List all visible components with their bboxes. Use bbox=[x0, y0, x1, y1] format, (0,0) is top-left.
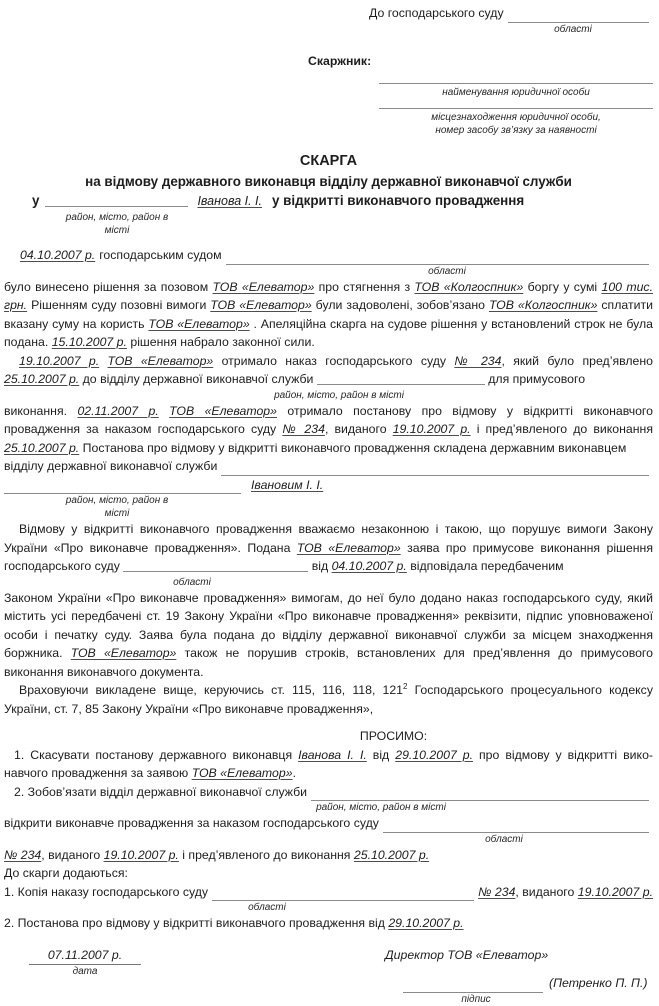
org-value: ТОВ «Колгоспник» bbox=[414, 279, 524, 294]
request-item-1 bbox=[4, 746, 653, 783]
blank-caption-org-location: місцезнаходження юридичної особи, bbox=[431, 112, 601, 123]
attachments-heading: До скарги додаються: bbox=[4, 866, 128, 880]
date-value: 19.10.2007 р. bbox=[577, 884, 653, 899]
text-segment: від bbox=[366, 747, 396, 762]
text-segment: і пред’явленого до виконання bbox=[470, 422, 653, 436]
executor-line bbox=[4, 476, 653, 495]
text-segment: 1. Скасувати постанову державного виконавця bbox=[14, 747, 299, 762]
title-line3 bbox=[32, 191, 653, 211]
title-subject: на відмову державного виконавця відділу державної виконавчої служби bbox=[85, 174, 572, 189]
court-blank-field bbox=[123, 558, 308, 572]
blank-caption-oblast: області bbox=[485, 833, 523, 845]
attachment-item-1 bbox=[4, 883, 653, 902]
blank-caption-raion: район, місто, район в місті bbox=[274, 389, 404, 401]
date-column bbox=[29, 946, 141, 1006]
paragraph-ruling-open bbox=[4, 246, 653, 265]
text-segment: боргу у сумі bbox=[523, 279, 602, 294]
executor-name-value: Іванова І. І. bbox=[298, 747, 367, 762]
title-blank-field bbox=[45, 193, 188, 207]
date-value: 29.10.2007 р. bbox=[388, 916, 464, 930]
text-segment: Господарського процесуального кодексу України, ст. 7, 85 Закону України «Про виконавче провадження», bbox=[4, 683, 653, 716]
to-court-line bbox=[308, 4, 653, 23]
court-blank-field bbox=[212, 885, 474, 901]
text-segment: відкрити виконавче провадження за наказом господарського суду bbox=[4, 816, 379, 830]
text-segment: Відмову у відкритті виконавчого провадження вважаємо незаконною і такою, що порушує вимоги Закону України «Про виконавче провадження». Подана bbox=[4, 522, 653, 555]
text-segment: від bbox=[308, 559, 332, 573]
text-segment: було винесено рішення за позовом bbox=[4, 279, 213, 294]
text-segment: до відділу державної виконавчої служби bbox=[79, 372, 317, 386]
signer-name-value: (Петренко П. П.) bbox=[549, 976, 648, 990]
to-court-label: До господарського суду bbox=[369, 6, 504, 20]
request-heading: ПРОСИМО: bbox=[359, 729, 428, 743]
date-value: 25.10.2007 р. bbox=[4, 440, 80, 455]
paragraph-ruling bbox=[4, 278, 653, 352]
text-segment: і пред’явленого до виконання bbox=[178, 847, 354, 862]
date-value: 25.10.2007 р. bbox=[353, 847, 430, 862]
title-line3-pre: у bbox=[32, 193, 40, 208]
org-value: ТОВ «Елеватор» bbox=[296, 540, 401, 555]
order-number-value: № 234 bbox=[478, 884, 516, 899]
document-body bbox=[4, 246, 653, 1006]
date-value: 19.10.2007 р. bbox=[19, 353, 100, 368]
service-blank-field bbox=[311, 785, 649, 801]
text-segment: сплатити вказану суму на користь bbox=[4, 298, 653, 331]
text-segment: Рішенням суду позовні вимоги bbox=[27, 298, 211, 312]
text-segment: 2. Постанова про відмову у відкритті виконавчого провадження від bbox=[4, 916, 389, 930]
signer-column bbox=[381, 946, 653, 1006]
text-segment: про стягнення з bbox=[314, 279, 415, 294]
signature-block bbox=[4, 946, 653, 1006]
org-value: ТОВ «Елеватор» bbox=[212, 279, 315, 294]
blank-caption-raion: район, місто, район в місті bbox=[65, 495, 169, 519]
org-value: ТОВ «Елеватор» bbox=[191, 766, 293, 780]
signature-line bbox=[403, 974, 653, 993]
org-value: ТОВ «Елеватор» bbox=[107, 353, 214, 368]
date-value: 15.10.2007 р. bbox=[51, 335, 127, 349]
amount-value: 100 тис. грн. bbox=[4, 279, 654, 312]
org-location-blank-field bbox=[379, 106, 653, 109]
blank-caption-oblast: області bbox=[554, 23, 592, 35]
text-segment: . bbox=[292, 766, 296, 780]
order-number-value: № 234 bbox=[282, 422, 325, 436]
court-blank-field bbox=[226, 249, 649, 265]
attachment-item-2 bbox=[4, 914, 653, 933]
order-number-value: № 234 bbox=[4, 847, 42, 862]
paragraph-refusal bbox=[4, 402, 653, 458]
executor-name-value: Іванова І. І. bbox=[197, 194, 262, 208]
text-segment: рішення набрало законної сили. bbox=[126, 335, 315, 349]
org-value: ТОВ «Елеватор» bbox=[169, 403, 277, 418]
date-value: 29.10.2007 р. bbox=[395, 747, 474, 762]
text-segment: , виданого bbox=[515, 884, 578, 899]
blank-caption-signature: підпис bbox=[461, 993, 491, 1005]
text-segment: відділу державної виконавчої служби bbox=[4, 459, 218, 473]
text-segment: виконання. bbox=[4, 403, 78, 418]
date-value: 19.10.2007 р. bbox=[103, 847, 179, 862]
blank-caption-raion: район, місто, район в місті bbox=[316, 802, 446, 813]
text-segment: для примусового bbox=[484, 372, 586, 386]
request-item-2-line3 bbox=[4, 846, 653, 865]
text-segment: про відмову у відкритті вико-навчого провадження за заявою bbox=[4, 747, 654, 780]
text-segment: , виданого bbox=[324, 422, 393, 436]
text-segment: 2. Зобов’язати відділ державної виконавчої служби bbox=[14, 784, 308, 799]
order-number-value: № 234 bbox=[454, 353, 502, 368]
blank-caption-oblast: області bbox=[428, 265, 466, 277]
org-value: ТОВ «Елеватор» bbox=[210, 298, 312, 312]
text-segment: отримало постанову про відмову у відкритті виконавчого провадження за наказом господарського суду bbox=[4, 403, 653, 436]
request-item-2-line2 bbox=[4, 814, 653, 833]
court-blank-field bbox=[383, 817, 649, 833]
service-blank-field bbox=[221, 460, 649, 476]
text-segment: відповідала передбаченим bbox=[406, 559, 564, 573]
blank-caption-oblast: області bbox=[248, 902, 286, 913]
title-word: СКАРГА bbox=[299, 153, 358, 169]
text-segment bbox=[159, 404, 169, 418]
service-line bbox=[4, 457, 653, 476]
title-line3-post: у відкритті виконавчого провадження bbox=[272, 193, 525, 208]
date-value: 02.11.2007 р. bbox=[77, 403, 159, 418]
ruling-open-text: господарським судом bbox=[99, 248, 222, 262]
text-segment: Враховуючи викладене вище, керуючись ст. 115, 116, 118, 121 bbox=[19, 683, 404, 697]
text-segment: отримало наказ господарського суду bbox=[213, 353, 455, 368]
paragraph-argument-cont bbox=[4, 589, 653, 682]
text-segment: Постанова про відмову у відкритті виконавчого провадження складена державним виконавцем bbox=[79, 440, 627, 455]
date-value: 25.10.2007 р. bbox=[4, 372, 80, 386]
service-blank-field bbox=[4, 478, 241, 494]
date-value: 19.10.2007 р. bbox=[392, 422, 471, 436]
paragraph-argument bbox=[4, 520, 653, 576]
signature-blank-field bbox=[403, 977, 543, 993]
text-segment: заява про примусове виконання рішення господарського суду bbox=[4, 540, 653, 573]
text-segment: Законом України «Про виконавче провадження» вимогам, до неї було додано наказ господарського суду, який містить усі передбачені ст. 19 Закону України «Про виконавче провадження» реквізити, підпис уповноваженої особи і печатку суду. Заява була подана до відділу державної виконавчої служби за місцем знаходження боржника. bbox=[4, 590, 653, 660]
blank-caption-oblast: області bbox=[173, 576, 211, 588]
text-segment: також не порушив строків, встановлених для пред’явлення до примусового виконання виконавчого документа. bbox=[4, 646, 653, 679]
text-segment: , виданого bbox=[41, 847, 104, 862]
text-segment: . Апеляційна скарга на судове рішення у встановлений строк не була подана. bbox=[4, 316, 653, 349]
executor-name-value: Івановим І. І. bbox=[251, 477, 324, 492]
text-segment: 1. Копія наказу господарського суду bbox=[4, 884, 209, 899]
document-title bbox=[4, 152, 653, 237]
text-segment: були задоволені, зобов’язано bbox=[311, 298, 489, 312]
document-date-value: 07.11.2007 р. bbox=[29, 946, 141, 966]
paragraph-legal-basis bbox=[4, 681, 653, 718]
org-value: ТОВ «Колгоспник» bbox=[488, 298, 598, 312]
service-blank-field bbox=[317, 371, 485, 385]
date-value: 04.10.2007 р. bbox=[331, 559, 407, 573]
org-name-blank-field bbox=[379, 81, 653, 84]
blank-caption-org-contact: номер засобу зв’язку за наявності bbox=[435, 125, 597, 136]
complainant-fields bbox=[379, 81, 653, 137]
paragraph-order bbox=[4, 352, 653, 389]
complainant-label: Скаржник: bbox=[308, 53, 372, 68]
blank-caption-raion: район, місто, район в місті bbox=[65, 212, 169, 236]
addressee-block bbox=[308, 4, 653, 137]
org-value: ТОВ «Елеватор» bbox=[148, 316, 250, 331]
blank-caption-date: дата bbox=[72, 966, 98, 977]
text-segment: , який було пред’явлено bbox=[501, 353, 653, 368]
attachment-item-1-tail bbox=[478, 883, 653, 902]
signer-title: Директор ТОВ «Елеватор» bbox=[385, 947, 549, 962]
court-name-blank-field bbox=[508, 7, 649, 23]
request-item-2-line1 bbox=[4, 783, 653, 802]
blank-caption-org-name: найменування юридичної особи bbox=[442, 87, 590, 98]
org-value: ТОВ «Елеватор» bbox=[70, 646, 177, 660]
ruling-date-value: 04.10.2007 р. bbox=[20, 248, 96, 262]
superscript: 2 bbox=[403, 681, 408, 691]
